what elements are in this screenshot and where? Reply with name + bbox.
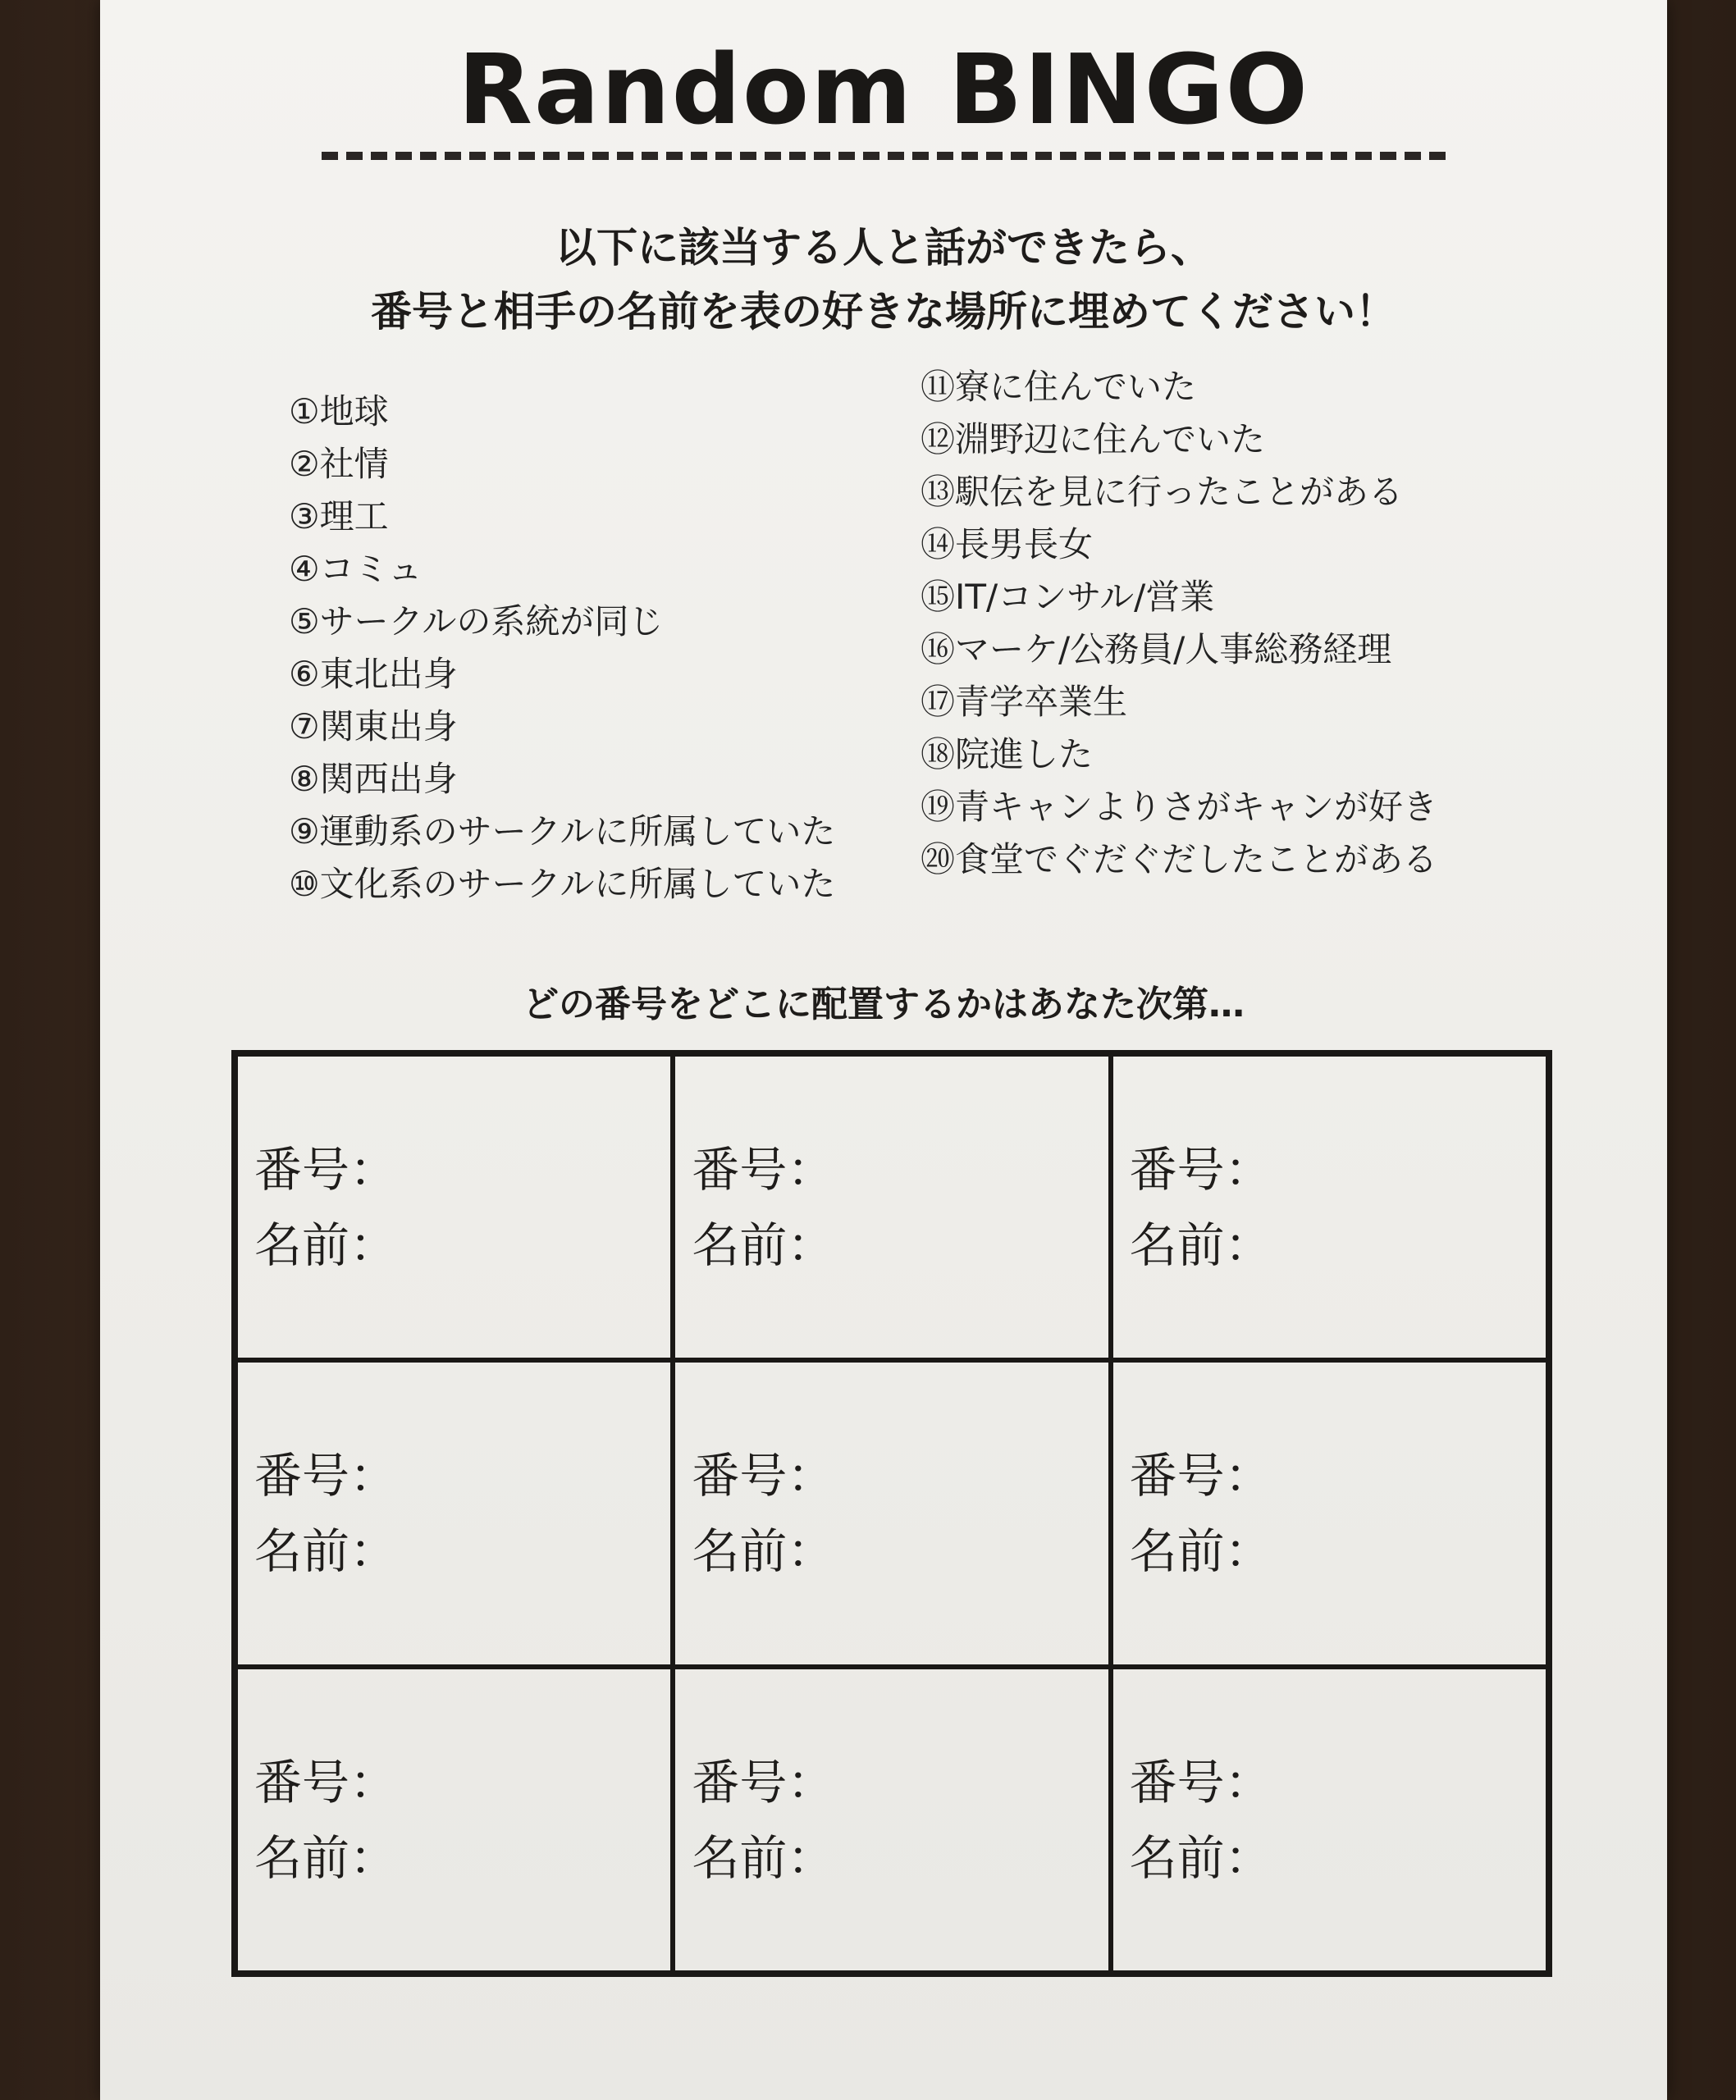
criteria-item: ③理工 [289, 496, 389, 536]
criteria-item: ①地球 [289, 391, 389, 431]
cell-name-label: 名前： [254, 1217, 398, 1273]
criteria-item: ⑭長男長女 [921, 524, 1094, 564]
cell-name-label: 名前： [1129, 1217, 1272, 1273]
criteria-item: ⑥東北出身 [289, 654, 458, 694]
cell-number-label: 番号： [1129, 1754, 1272, 1810]
grid-caption: どの番号をどこに配置するかはあなた次第… [523, 984, 1245, 1025]
bingo-grid [231, 1050, 1552, 1977]
cell-name-label: 名前： [254, 1523, 398, 1580]
bingo-cell[interactable] [1111, 1667, 1548, 1973]
criteria-item: ⑦関東出身 [289, 706, 458, 746]
criteria-item: ⑱院進した [921, 734, 1094, 774]
bingo-cell[interactable] [235, 1667, 673, 1973]
cell-number-label: 番号： [692, 1142, 835, 1198]
cell-name-label: 名前： [1129, 1829, 1272, 1886]
cell-number-label: 番号： [1129, 1142, 1272, 1198]
cell-number-label: 番号： [692, 1754, 835, 1810]
criteria-item: ②社情 [289, 444, 389, 484]
instruction-line-2: 番号と相手の名前を表の好きな場所に埋めてください！ [371, 288, 1396, 336]
bingo-sheet [100, 0, 1667, 2100]
cell-number-label: 番号： [692, 1448, 835, 1504]
criteria-item: ⑳食堂でぐだぐだしたことがある [921, 839, 1438, 879]
criteria-item: ⑰青学卒業生 [921, 682, 1128, 722]
cell-number-label: 番号： [254, 1448, 398, 1504]
bingo-cell[interactable] [673, 1360, 1110, 1666]
criteria-item: ⑪寮に住んでいた [921, 367, 1197, 407]
criteria-list-right [921, 361, 1437, 886]
cell-name-label: 名前： [692, 1217, 835, 1273]
bingo-cell[interactable] [673, 1054, 1110, 1360]
cell-number-label: 番号： [254, 1754, 398, 1810]
cell-name-label: 名前： [692, 1829, 835, 1886]
criteria-item: ⑮IT/コンサル/営業 [921, 577, 1215, 617]
bingo-cell[interactable] [1111, 1360, 1548, 1666]
cell-number-label: 番号： [1129, 1448, 1272, 1504]
bingo-cell[interactable] [235, 1360, 673, 1666]
criteria-list-left [289, 386, 835, 911]
cell-name-label: 名前： [1129, 1523, 1272, 1580]
sheet-title: Random BINGO [458, 33, 1309, 146]
criteria-item: ⑨運動系のサークルに所属していた [289, 811, 836, 851]
cell-name-label: 名前： [692, 1523, 835, 1580]
criteria-item: ⑲青キャンよりさがキャンが好き [921, 787, 1438, 827]
cell-name-label: 名前： [254, 1829, 398, 1886]
bingo-cell[interactable] [1111, 1054, 1548, 1360]
bingo-cell[interactable] [235, 1054, 673, 1360]
criteria-item: ⑩文化系のサークルに所属していた [289, 864, 836, 904]
dashed-divider [322, 152, 1446, 160]
criteria-item: ④コミュ [289, 549, 423, 589]
criteria-item: ⑧関西出身 [289, 759, 458, 799]
bingo-cell[interactable] [673, 1667, 1110, 1973]
cell-number-label: 番号： [254, 1142, 398, 1198]
criteria-item: ⑫淵野辺に住んでいた [921, 419, 1266, 459]
criteria-item: ⑬駅伝を見に行ったことがある [921, 472, 1404, 512]
criteria-item: ⑤サークルの系統が同じ [289, 601, 664, 641]
instruction-line-1: 以下に該当する人と話ができたら、 [555, 224, 1212, 272]
criteria-item: ⑯マーケ/公務員/人事総務経理 [921, 629, 1392, 669]
